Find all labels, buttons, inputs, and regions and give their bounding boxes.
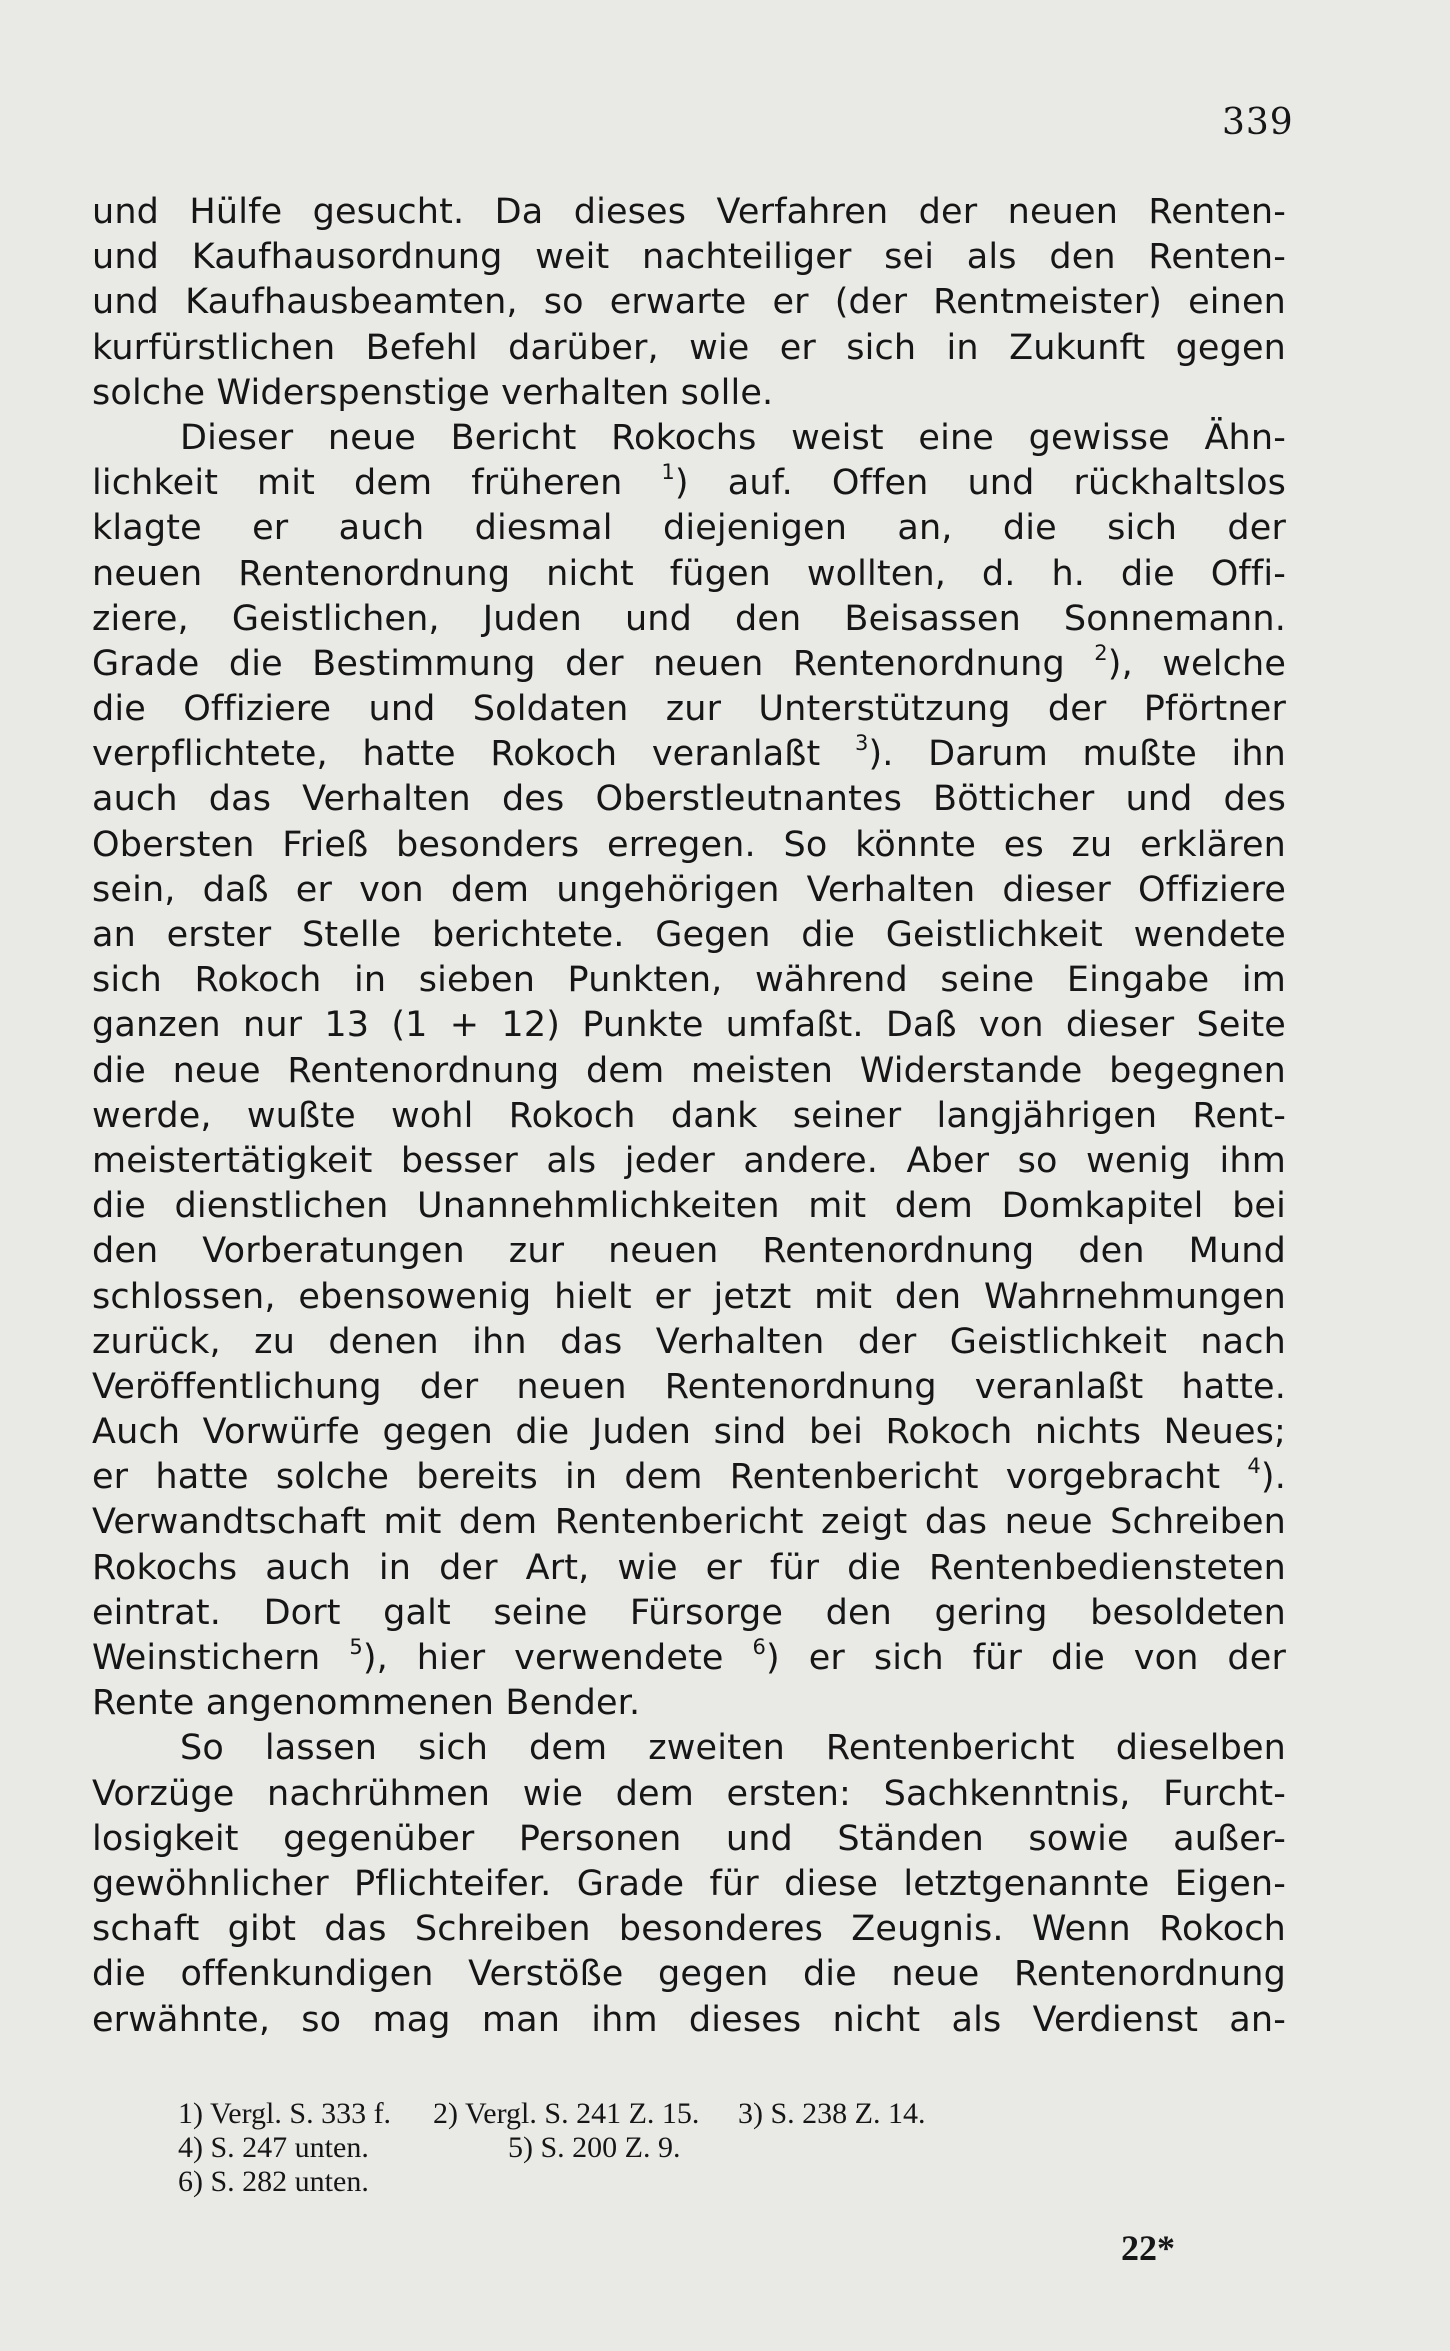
text-line bbox=[92, 1455, 1286, 1500]
text-segment: er hatte solche bereits in dem Rentenbericht vorgebracht bbox=[92, 1457, 1221, 1498]
text-line: und Hülfe gesucht. Da dieses Verfahren der neuen Renten- bbox=[92, 192, 1286, 232]
footnote-item: 3) S. 238 Z. 14. bbox=[738, 2097, 926, 2130]
footnote-ref: 1 bbox=[661, 460, 675, 485]
text-segment: ), hier verwendete bbox=[362, 1638, 724, 1678]
footnote-line bbox=[178, 2165, 926, 2199]
footnote-ref: 2 bbox=[1094, 640, 1108, 665]
text-line: ganzen nur 13 (1 + 12) Punkte umfaßt. Daß von dieser Seite bbox=[92, 1005, 1286, 1046]
footnote-ref: 5 bbox=[349, 1635, 363, 1659]
text-line: Dieser neue Bericht Rokochs weist eine gewisse Ähn- bbox=[180, 417, 1286, 458]
text-segment: ). bbox=[1260, 1457, 1286, 1498]
text-line: losigkeit gegenüber Personen und Ständen sowie außer- bbox=[92, 1818, 1286, 1859]
text-line: die offenkundigen Verstöße gegen die neue Rentenordnung bbox=[92, 1954, 1286, 1995]
text-segment: Grade die Bestimmung der neuen Rentenordnung bbox=[92, 643, 1065, 684]
text-line bbox=[92, 1636, 1286, 1681]
text-segment: Weinstichern bbox=[92, 1638, 321, 1678]
text-line: klagte er auch diesmal diejenigen an, die sich der bbox=[92, 508, 1286, 549]
text-line: sich Rokoch in sieben Punkten, während seine Eingabe im bbox=[92, 960, 1286, 1001]
text-line: schlossen, ebensowenig hielt er jetzt mit den Wahrnehmungen bbox=[92, 1276, 1286, 1317]
footnotes bbox=[178, 2097, 926, 2199]
body-text bbox=[92, 190, 1286, 2043]
text-line: die neue Rentenordnung dem meisten Widerstande begegnen bbox=[92, 1050, 1286, 1091]
text-line: den Vorberatungen zur neuen Rentenordnung den Mund bbox=[92, 1231, 1286, 1272]
text-line bbox=[92, 461, 1286, 506]
text-line: sein, daß er von dem ungehörigen Verhalten dieser Offiziere bbox=[92, 869, 1286, 910]
text-line: Verwandtschaft mit dem Rentenbericht zeigt das neue Schreiben bbox=[92, 1502, 1286, 1543]
text-segment: ). Darum mußte ihn bbox=[868, 734, 1286, 775]
text-line: und Kaufhausbeamten, so erwarte er (der Rentmeister) einen bbox=[92, 282, 1286, 323]
text-segment: verpflichtete, hatte Rokoch veranlaßt bbox=[92, 734, 821, 775]
text-segment: ), welche bbox=[1107, 643, 1287, 684]
footnote-item: 6) S. 282 unten. bbox=[178, 2165, 369, 2198]
text-line: Vorzüge nachrühmen wie dem ersten: Sachkenntnis, Furcht- bbox=[92, 1773, 1286, 1814]
text-line: neuen Rentenordnung nicht fügen wollten, d. h. die Offi- bbox=[92, 553, 1286, 594]
footnote-ref: 4 bbox=[1247, 1454, 1261, 1479]
footnote-ref: 3 bbox=[854, 731, 869, 756]
text-line: an erster Stelle berichtete. Gegen die Geistlichkeit wendete bbox=[92, 915, 1286, 955]
footnote-ref: 6 bbox=[752, 1635, 767, 1659]
text-line: die Offiziere und Soldaten zur Unterstützung der Pförtner bbox=[92, 689, 1286, 730]
text-line: solche Widerspenstige verhalten solle. bbox=[92, 372, 774, 413]
sheet-signature: 22* bbox=[1121, 2228, 1175, 2268]
text-line: So lassen sich dem zweiten Rentenbericht dieselben bbox=[180, 1728, 1286, 1769]
text-segment: lichkeit mit dem früheren bbox=[92, 463, 623, 504]
text-line: Auch Vorwürfe gegen die Juden sind bei Rokoch nichts Neues; bbox=[92, 1412, 1286, 1453]
footnote-item: 2) Vergl. S. 241 Z. 15. bbox=[433, 2097, 700, 2130]
text-line: Rente angenommenen Bender. bbox=[92, 1683, 641, 1724]
text-line: erwähnte, so mag man ihm dieses nicht als Verdienst an- bbox=[92, 1999, 1286, 2040]
text-line: zurück, zu denen ihn das Verhalten der Geistlichkeit nach bbox=[92, 1321, 1286, 1362]
text-segment: ) er sich für die von der bbox=[766, 1638, 1287, 1678]
text-line: Rokochs auch in der Art, wie er für die Rentenbediensteten bbox=[92, 1547, 1286, 1588]
footnote-item: 4) S. 247 unten. bbox=[178, 2131, 369, 2164]
text-line: meistertätigkeit besser als jeder andere. Aber so wenig ihm bbox=[92, 1140, 1286, 1181]
text-line: gewöhnlicher Pflichteifer. Grade für diese letztgenannte Eigen- bbox=[92, 1863, 1286, 1904]
footnote-item: 5) S. 200 Z. 9. bbox=[508, 2131, 681, 2164]
text-line: Veröffentlichung der neuen Rentenordnung veranlaßt hatte. bbox=[92, 1366, 1286, 1407]
footnote-line bbox=[178, 2131, 926, 2165]
text-line: werde, wußte wohl Rokoch dank seiner langjährigen Rent- bbox=[92, 1095, 1286, 1136]
text-line bbox=[92, 732, 1286, 777]
text-line: ziere, Geistlichen, Juden und den Beisassen Sonnemann. bbox=[92, 598, 1286, 639]
text-segment: auf. Offen und rückhaltslos bbox=[727, 463, 1287, 504]
text-segment: ) bbox=[674, 463, 689, 504]
text-line: eintrat. Dort galt seine Fürsorge den gering besoldeten bbox=[92, 1592, 1286, 1633]
footnote-item: 1) Vergl. S. 333 f. bbox=[178, 2097, 392, 2130]
text-line: auch das Verhalten des Oberstleutnantes Bötticher und des bbox=[92, 779, 1286, 820]
text-line: kurfürstlichen Befehl darüber, wie er sich in Zukunft gegen bbox=[92, 327, 1286, 368]
text-line: die dienstlichen Unannehmlichkeiten mit dem Domkapitel bei bbox=[92, 1186, 1286, 1227]
text-line: Obersten Frieß besonders erregen. So könnte es zu erklären bbox=[92, 824, 1286, 865]
text-line bbox=[92, 642, 1286, 687]
footnote-line bbox=[178, 2097, 926, 2131]
page-number: 339 bbox=[1222, 102, 1294, 143]
text-line: und Kaufhausordnung weit nachteiliger sei als den Renten- bbox=[92, 237, 1286, 278]
text-line: schaft gibt das Schreiben besonderes Zeugnis. Wenn Rokoch bbox=[92, 1909, 1286, 1950]
